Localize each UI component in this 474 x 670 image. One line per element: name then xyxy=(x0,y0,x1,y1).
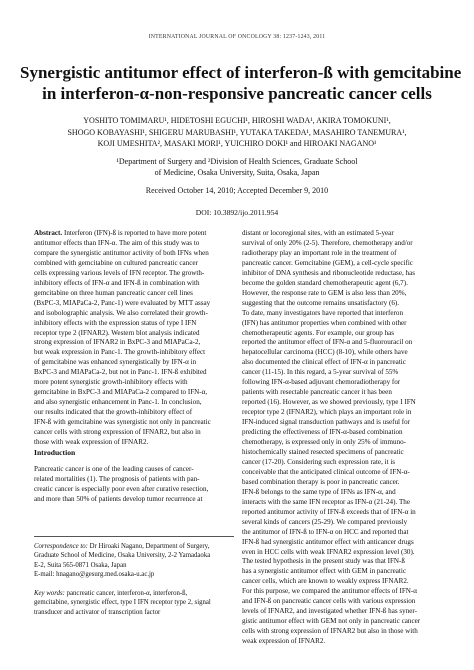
abstract-line: combined with gemcitabine on cultured pancreatic cancer xyxy=(34,258,198,267)
keywords-line: transducer and activator of transcription factor xyxy=(34,608,161,616)
keywords xyxy=(34,589,234,617)
body-line: gistic antitumor effect with GEM not only in pancreatic cancer xyxy=(242,617,421,626)
author-line: KOJI UMESHITA², MASAKI MORI¹, YUICHIRO DOKI¹ and HIROAKI NAGANO¹ xyxy=(97,139,377,149)
keywords-line-first xyxy=(34,589,234,598)
body-line: IFN-ß had synergistic antitumor effect with anticancer drugs xyxy=(242,537,414,546)
body-line: reported (16). However, as we showed previously, type I IFN xyxy=(242,398,416,407)
abstract-line: gemcitabine in BxPC-3 and MIAPaCa-2 compared to IFN-α, xyxy=(34,388,208,397)
body-line: pancreatic cancer. Gemcitabine (GEM), a cell-cycle specific xyxy=(242,258,413,267)
affiliation-line: ¹Department of Surgery and ²Division of Health Sciences, Graduate School xyxy=(116,157,358,166)
body-line: predicting the effectiveness of IFN-α-based combination xyxy=(242,428,403,437)
body-line: also documented the clinical effect of IFN-α in pancreatic xyxy=(242,358,406,367)
body-line: even in HCC cells with weak IFNAR2 expression level (30). xyxy=(242,547,415,556)
body-line: and IFN-ß on pancreatic cancer cells with various expression xyxy=(242,597,416,606)
body-line: suggesting that the outcome remains unsatisfactory (6). xyxy=(242,298,400,307)
body-line: following IFN-α-based adjuvant chemoradiotherapy for xyxy=(242,378,401,387)
correspondence-email[interactable]: E-mail: hnagano@gesurg.med.osaka-u.ac.jp xyxy=(34,570,155,578)
correspondence-line: Graduate School of Medicine, Osaka University, 2-2 Yamadaoka xyxy=(34,552,211,560)
abstract-line: our results indicated that the growth-inhibitory effect of xyxy=(34,408,193,417)
abstract xyxy=(34,229,234,448)
abstract-text: Interferon (IFN)-ß is reported to have more potent xyxy=(63,229,207,237)
body-line: weak expression of IFNAR2. xyxy=(242,637,326,646)
abstract-line: gemcitabine on three human pancreatic cancer cell lines xyxy=(34,288,193,297)
title-line: in interferon-α-non-responsive pancreatic cancer cells xyxy=(42,84,432,103)
body-line: IFN-ß belongs to the same type of IFNs as IFN-α, and xyxy=(242,487,396,496)
abstract-line: (BxPC-3, MIAPaCa-2, Panc-1) were evaluated by MTT assay xyxy=(34,298,211,307)
body-line: (IFN) has antitumor properties when combined with other xyxy=(242,318,407,327)
doi-link[interactable]: DOI: 10.3892/ijo.2011.954 xyxy=(195,208,279,217)
keywords-text: pancreatic cancer, interferon-α, interferon-ß, xyxy=(66,590,188,597)
body-line: become the golden standard chemotherapeutic agent (6,7). xyxy=(242,278,408,287)
correspondence-line-first xyxy=(34,542,234,551)
abstract-line: BxPC-3 and MIAPaCa-2, but not in Panc-1. IFN-ß exhibited xyxy=(34,368,207,377)
abstract-line: of gemcitabine was enhanced synergistically by IFN-α in xyxy=(34,358,197,367)
received-dates: Received October 14, 2010; Accepted December 9, 2010 xyxy=(145,186,329,195)
introduction-text xyxy=(34,465,234,505)
correspondence-text: Dr Hiroaki Nagano, Department of Surgery, xyxy=(89,543,210,550)
body-line: conceivable that the anticipated clinical outcome of IFN-α- xyxy=(242,467,410,476)
body-line: For this purpose, we compared the antitumor effects of IFN-α xyxy=(242,587,417,596)
body-line: receptor type 2 (IFNAR2), which plays an important role in xyxy=(242,408,412,417)
body-line: the antitumor of IFN-ß to IFN-α on HCC and reported that xyxy=(242,527,409,536)
journal-header: INTERNATIONAL JOURNAL OF ONCOLOGY 38: 1237-1243, 2011 xyxy=(148,34,326,40)
body-line: radiotherapy play an important role in the treatment of xyxy=(242,248,397,257)
abstract-line: and isobolographic analysis. We also correlated their growth- xyxy=(34,308,208,317)
abstract-line: inhibitory effects with the expression status of type I IFN xyxy=(34,318,197,327)
abstract-line: but weak expression in Panc-1. The growth-inhibitory effect xyxy=(34,348,206,357)
body-line: interacts with the same IFN receptor as IFN-α (21-24). The xyxy=(242,497,411,506)
body-line: distant or locoregional sites, with an estimated 5-year xyxy=(242,229,394,237)
body-line: patients with resectable pancreatic cancer it has been xyxy=(242,388,392,397)
abstract-line: compare the synergistic antitumor activity of both IFNs when xyxy=(34,248,209,257)
body-line: histochemically stained resected specimens of pancreatic xyxy=(242,447,404,456)
body-line: has a synergistic antitumor effect with GEM in pancreatic xyxy=(242,567,407,576)
abstract-line: more potent synergistic growth-inhibitory effects with xyxy=(34,378,188,387)
body-line: based combination therapy is poor in pancreatic cancer. xyxy=(242,477,400,486)
body-line: survival of only 20% (2-5). Therefore, chemotherapy and/or xyxy=(242,238,413,247)
body-line: hepatocellular carcinoma (HCC) (8-10), while others have xyxy=(242,348,408,357)
abstract-line: cancer cells with strong expression of IFNAR2, but also in xyxy=(34,428,201,437)
correspondence xyxy=(34,542,234,579)
body-line: To date, many investigators have reported that interferon xyxy=(242,308,404,317)
body-line: reported antitumor activity of IFN-ß exceeds that of IFN-α in xyxy=(242,507,416,516)
abstract-line: receptor type 2 (IFNAR2). Western blot analysis indicated xyxy=(34,328,200,337)
body-line: chemotherapy, is expressed only in only 25% of immuno- xyxy=(242,438,407,447)
body-line: cancer (17-20). Considering such expression rate, it is xyxy=(242,457,396,466)
author-line: YOSHITO TOMIMARU¹, HIDETOSHI EGUCHI¹, HIROSHI WADA¹, AKIRA TOMOKUNI¹, xyxy=(83,116,391,125)
author-line: SHOGO KOBAYASHI¹, SHIGERU MARUBASHI¹, YUTAKA TAKEDA¹, MASAHIRO TANEMURA¹, xyxy=(67,127,407,137)
keywords-line: gemcitabine, synergistic effect, type I IFN receptor type 2, signal xyxy=(34,599,211,607)
right-column-text xyxy=(242,229,442,647)
affiliation-line: of Medicine, Osaka University, Suita, Osaka, Japan xyxy=(154,167,320,177)
article-title xyxy=(20,62,462,104)
abstract-line: strong expression of IFNAR2 in BxPC-3 and MIAPaCa-2, xyxy=(34,338,201,347)
author-list xyxy=(40,115,434,150)
correspondence-line: E-2, Suita 565-0871 Osaka, Japan xyxy=(34,561,127,569)
correspondence-label: Correspondence to: xyxy=(34,543,88,550)
abstract-line-first xyxy=(34,229,234,239)
body-line: IFN-induced signal transduction pathways and is useful for xyxy=(242,418,411,427)
intro-line: and more than 50% of patients develop tumor recurrence at xyxy=(34,494,203,503)
abstract-line: inhibitory effects of IFN-α and IFN-ß in combination with xyxy=(34,278,200,287)
body-line: several kinds of cancers (25-29). We compared previously xyxy=(242,517,408,526)
intro-line: Pancreatic cancer is one of the leading causes of cancer- xyxy=(34,465,194,473)
body-line: reported the antitumor effect of IFN-α and 5-fluorouracil on xyxy=(242,338,413,347)
body-line: cancer (11-15). In this regard, a 5-year survival of 55% xyxy=(242,368,399,377)
abstract-line: cells expressing various levels of IFN receptor. The growth- xyxy=(34,268,205,277)
introduction-heading: Introduction xyxy=(34,448,76,457)
affiliations xyxy=(40,157,434,179)
body-line: cancer cells, which are known to weakly express IFNAR2. xyxy=(242,577,409,586)
title-line: Synergistic antitumor effect of interferon-ß with gemcitabine xyxy=(20,63,462,82)
divider xyxy=(34,536,234,537)
body-line: However, the response rate to GEM is also less than 20%, xyxy=(242,288,407,297)
abstract-line: antitumor effects than IFN-α. The aim of this study was to xyxy=(34,238,200,247)
intro-line: related mortalities (1). The prognosis of patients with pan- xyxy=(34,474,200,483)
abstract-line: those with weak expression of IFNAR2. xyxy=(34,438,149,447)
abstract-line: and also synergistic enhancement in Panc-1. In conclusion, xyxy=(34,398,202,407)
intro-line: creatic cancer is especially poor even after curative resection, xyxy=(34,484,209,493)
abstract-line: IFN-ß with gemcitabine was synergistic not only in pancreatic xyxy=(34,418,211,427)
body-line: The tested hypothesis in the present study was that IFN-ß xyxy=(242,557,405,566)
keywords-label: Key words: xyxy=(34,590,65,597)
body-line: chemotherapeutic agents. For example, our group has xyxy=(242,328,395,337)
body-line: cells with strong expression of IFNAR2 but also in those with xyxy=(242,627,418,636)
body-line: inhibitor of DNA synthesis and ribonucleotide reductase, has xyxy=(242,268,415,277)
body-line: levels of IFNAR2, and investigated whether IFN-ß has syner- xyxy=(242,607,417,616)
abstract-label: Abstract. xyxy=(34,229,63,237)
